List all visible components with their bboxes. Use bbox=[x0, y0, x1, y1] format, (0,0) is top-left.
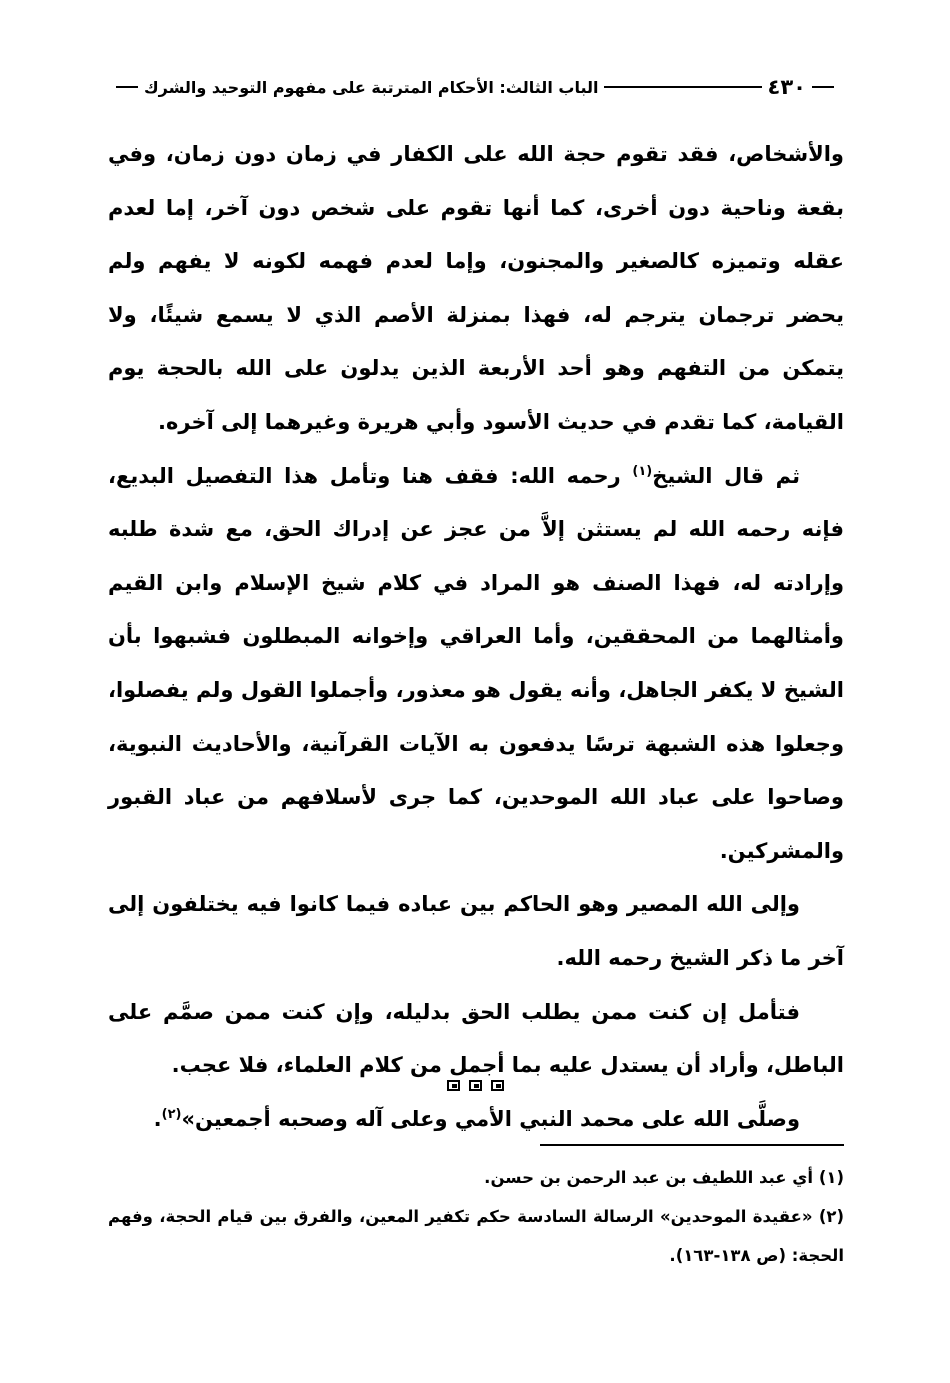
paragraph bbox=[108, 1093, 844, 1147]
section-ornament bbox=[0, 1080, 950, 1091]
paragraph-text: رحمه الله: فقف هنا وتأمل هذا التفصيل البديع، فإنه رحمه الله لم يستثن إلاَّ من عجز عن إدراك الحق، مع شدة طلبه وإرادته له، فهذا الصنف هو المراد في كلام شيخ الإسلام وابن القيم وأمثالهما من المحققين، وأما العراقي وإخوانه المبطلون فشبهوا بأن الشيخ لا يكفر الجاهل، وأنه يقول هو معذور، وأجملوا القول ولم يفصلوا، وجعلوا هذه الشبهة ترسًا يدفعون به الآيات القرآنية، والأحاديث النبوية، وصاحوا على عباد الله الموحدين، كما جرى لأسلافهم من عباد القبور والمشركين. bbox=[108, 463, 844, 863]
chapter-title: الباب الثالث: الأحكام المترتبة على مفهوم التوحيد والشرك bbox=[144, 77, 599, 97]
footnote-reference[interactable]: (١) bbox=[632, 463, 653, 479]
header-rule-middle bbox=[604, 86, 761, 88]
paragraph-text: ثم قال الشيخ bbox=[652, 463, 800, 488]
footnote-divider bbox=[540, 1144, 844, 1146]
footnote: (٢) «عقيدة الموحدين» الرسالة السادسة حكم تكفير المعين، والفرق بين قيام الحجة، وفهم الحجة: (ص ١٣٨-١٦٣). bbox=[108, 1207, 844, 1265]
paragraph-text: . bbox=[153, 1106, 162, 1131]
footnote-reference[interactable]: (٢) bbox=[161, 1106, 182, 1122]
paragraph: والأشخاص، فقد تقوم حجة الله على الكفار في زمان دون زمان، وفي بقعة وناحية دون أخرى، كما أنها تقوم على شخص دون آخر، إما لعدم عقله وتميزه كالصغير والمجنون، وإما لعدم فهمه لكونه لا يفهم ولم يحضر ترجمان يترجم له، فهذا بمنزلة الأصم الذي لا يسمع شيئًا، ولا يتمكن من التفهم وهو أحد الأربعة الذين يدلون على الله بالحجة يوم القيامة، كما تقدم في حديث الأسود وأبي هريرة وغيرهما إلى آخره. bbox=[108, 142, 844, 434]
paragraph-text: وصلَّى الله على محمد النبي الأمي وعلى آله وصحبه أجمعين» bbox=[181, 1106, 800, 1131]
header-rule-right bbox=[812, 86, 834, 88]
ornament-square-icon bbox=[491, 1080, 504, 1091]
paragraph bbox=[108, 450, 844, 879]
header-rule-left bbox=[116, 86, 138, 88]
ornament-square-icon bbox=[469, 1080, 482, 1091]
ornament-square-icon bbox=[447, 1080, 460, 1091]
footnotes bbox=[108, 1158, 844, 1275]
paragraph: وإلى الله المصير وهو الحاكم بين عباده فيما كانوا فيه يختلفون إلى آخر ما ذكر الشيخ رحمه الله. bbox=[108, 892, 844, 970]
paragraph: فتأمل إن كنت ممن يطلب الحق بدليله، وإن كنت ممن صمَّم على الباطل، وأراد أن يستدل عليه بما أجمل من كلام العلماء، فلا عجب. bbox=[108, 999, 844, 1078]
footnote: (١) أي عبد اللطيف بن عبد الرحمن بن حسن. bbox=[484, 1168, 844, 1187]
running-header bbox=[110, 72, 840, 102]
main-text bbox=[108, 128, 844, 1146]
page-number: ٤٣٠ bbox=[767, 75, 806, 99]
